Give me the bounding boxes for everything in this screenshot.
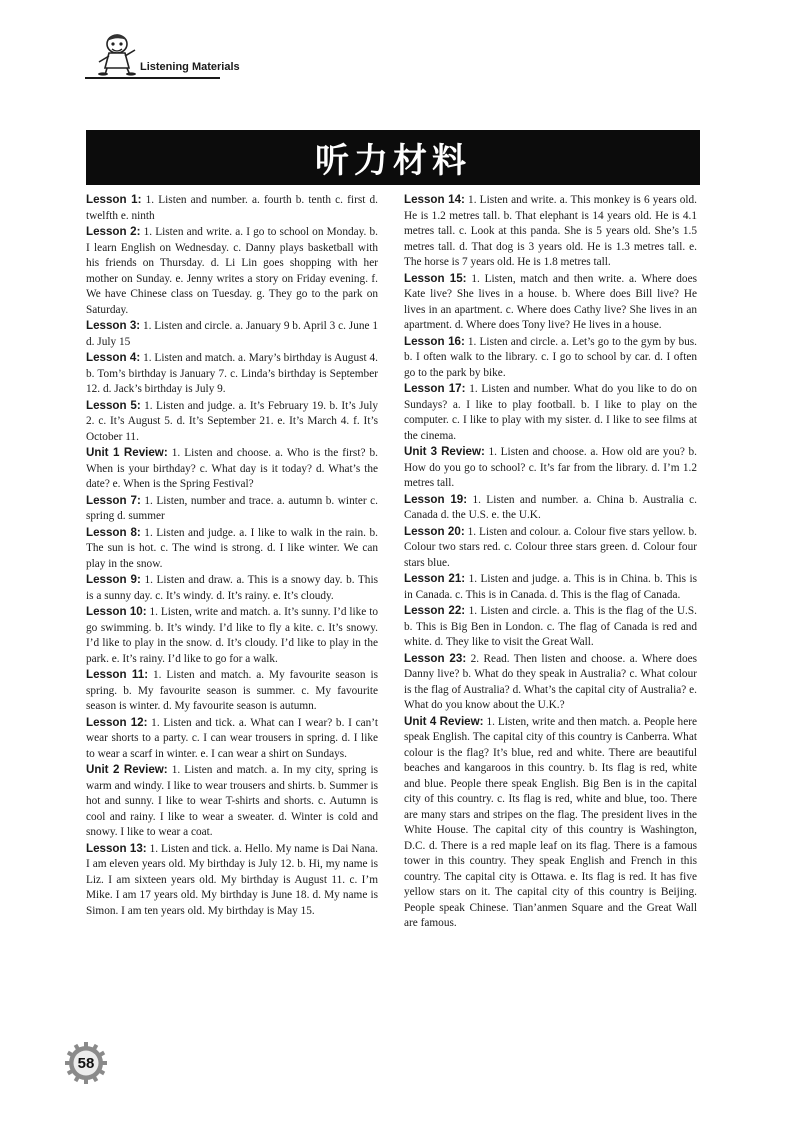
lesson-title: Lesson 7:	[86, 493, 141, 507]
lesson-text: 1. Listen and colour. a. Colour five stars yellow. b. Colour two stars red. c. Colour three stars green. d. Colour four stars blue.	[404, 525, 697, 569]
lesson-text: 2. Read. Then listen and choose. a. Where does Danny live? b. What do they speak in Australia? c. What colour is the flag of Australia? d. What’s the capital city of Australia? e. What do you know about the U.K.?	[404, 652, 697, 711]
lesson-title: Lesson 12:	[86, 715, 148, 729]
lesson-text: 1. Listen and tick. a. What can I wear? b. I can’t wear shorts to a party. c. I can wear trousers in spring. d. I like to wear a scarf in winter. e. I can wear a shirt on Sundays.	[86, 716, 378, 760]
page-number-badge	[65, 1042, 107, 1084]
lesson-title: Lesson 21:	[404, 572, 466, 585]
lesson-title: Unit 3 Review:	[404, 445, 485, 458]
lesson-title: Lesson 17:	[404, 382, 466, 395]
lesson-entry	[404, 444, 697, 492]
lesson-entry	[86, 318, 378, 350]
lesson-text: 1. Listen and write. a. This monkey is 6 years old. He is 1.2 metres tall. b. That elephant is 14 years old. He is 4.1 metres tall. c. Look at this panda. She is 5 years old. She’s 1.5 metres tall. d. That dog is 3 years old. He is 1.3 metres tall. e. The horse is 7 years old. He is 1.8 metres tall.	[404, 194, 698, 268]
lesson-entry	[404, 334, 697, 382]
lesson-title: Lesson 8:	[86, 525, 141, 539]
lesson-title: Lesson 14:	[404, 193, 465, 206]
lesson-entry	[86, 445, 378, 493]
lesson-text: 1. Listen and match. a. Mary’s birthday is August 4. b. Tom’s birthday is January 7. c. Linda’s birthday is September 12. d. Jack’s birthday is July 9.	[86, 352, 378, 395]
lesson-text: 1. Listen and match. a. My favourite season is spring. b. My favourite season is summer. c. My favourite season is winter. d. My favourite season is autumn.	[86, 669, 378, 712]
lesson-title: Lesson 16:	[404, 334, 465, 348]
lesson-entry	[86, 841, 378, 920]
page-title-banner	[86, 130, 700, 185]
header-rule	[85, 77, 220, 79]
lesson-title: Unit 2 Review:	[86, 763, 168, 776]
lesson-entry	[86, 224, 378, 318]
lesson-title: Lesson 1:	[86, 193, 142, 206]
lesson-text: 1. Listen and match. a. In my city, spring is warm and windy. I like to wear trousers and shirts. b. Summer is hot and sunny. I like to wear T-shirts and shorts. c. Autumn is cool and rainy. I like to wear a sweater. d. Winter is cold and snowy. I like to wear a coat.	[86, 764, 378, 838]
lesson-title: Lesson 19:	[404, 492, 468, 506]
lesson-text: 1. Listen, number and trace. a. autumn b. winter c. spring d. summer	[86, 494, 378, 522]
left-column	[86, 192, 378, 919]
lesson-title: Lesson 20:	[404, 524, 465, 538]
lesson-text: 1. Listen and number. a. fourth b. tenth c. first d. twelfth e. ninth	[86, 194, 379, 222]
lesson-entry	[404, 492, 697, 524]
lesson-entry	[86, 762, 378, 841]
lesson-text: 1. Listen and number. What do you like to do on Sundays? a. I like to play football. b. I like to play on the computer. c. I like to play with my sister. d. I like to see films at the cinema.	[404, 383, 697, 442]
lesson-entry	[404, 603, 697, 651]
lesson-entry	[86, 398, 378, 446]
lesson-text: 1. Listen, match and then write. a. Where does Kate live? She lives in a house. b. Where does Bill live? He lives in an apartment. c. Where does Cathy live? She lives in an apartment. d. Where does Tony live? He lives in a house.	[404, 272, 697, 331]
lesson-title: Lesson 5:	[86, 398, 141, 412]
lesson-title: Lesson 23:	[404, 651, 467, 665]
lesson-text: 1. Listen and judge. a. This is in China. b. This is in Canada. c. This is in Canada. d. This is the flag of Canada.	[404, 573, 697, 601]
page-number: 58	[77, 1054, 95, 1072]
lesson-text: 1. Listen and circle. a. January 9 b. April 3 c. June 1 d. July 15	[86, 320, 378, 348]
lesson-entry	[404, 524, 697, 572]
lesson-entry	[86, 715, 378, 763]
lesson-entry	[86, 604, 378, 667]
lesson-entry	[86, 525, 378, 573]
lesson-text: 1. Listen and draw. a. This is a snowy day. b. This is a sunny day. c. It’s windy. d. It’s rainy. e. It’s cloudy.	[86, 574, 378, 602]
lesson-title: Lesson 3:	[86, 319, 141, 332]
lesson-text: 1. Listen and circle. a. Let’s go to the gym by bus. b. I often walk to the library. c. I go to school by car. d. I often go to the park by bike.	[404, 335, 697, 379]
lesson-entry	[86, 572, 378, 604]
lesson-text: 1. Listen and number. a. China b. Australia c. Canada d. the U.S. e. the U.K.	[404, 493, 697, 521]
lesson-text: 1. Listen, write and match. a. It’s sunny. I’d like to go swimming. b. It’s windy. I’d like to fly a kite. c. It’s snowy. I’d like to play in the snow. d. It’s cloudy. I’d like to play in the park. e. It’s rainy. I’d like to go for a walk.	[86, 606, 378, 665]
right-column	[404, 192, 697, 932]
lesson-entry	[86, 493, 378, 525]
lesson-text: 1. Listen and write. a. I go to school on Monday. b. I learn English on Wednesday. c. Danny plays basketball with his friends on Thursday. d. Li Lin goes shopping with her mother on Sunday. e. Jenny writes a story on Friday evening. f. We have Chinese class on Tuesday. g. They go to the park on Saturday.	[86, 226, 378, 316]
lesson-title: Unit 4 Review:	[404, 714, 484, 728]
lesson-text: 1. Listen and circle. a. This is the flag of the U.S. b. This is Big Ben in London. c. The flag of Canada is red and white. d. They like to visit the Great Wall.	[404, 605, 697, 648]
lesson-entry	[404, 192, 697, 271]
lesson-title: Lesson 11:	[86, 668, 149, 681]
lesson-title: Lesson 9:	[86, 573, 141, 586]
lesson-entry	[86, 192, 378, 224]
page-title: 听力材料	[315, 141, 471, 181]
lesson-text: 1. Listen and choose. a. How old are you? b. How do you go to school? c. It’s far from the library. d. I’m 1.2 metres tall.	[404, 446, 697, 489]
lesson-text: 1. Listen, write and then match. a. People here speak English. The capital city of this country is Canberra. What colour is the flag? It’s blue, red and white. There are beautiful beaches and kangaroos in this country. b. Its flag is red, white and blue. People there speak English. Big Ben is in the capital city of this country. c. Its flag is red, white and blue, too. There are many stars and stripes on the flag. The president lives in the White House. The capital city of this country is Washington, D.C. d. There is a red maple leaf on its flag. There is a famous tower in this country. They speak English and French in this country. The capital city is Ottawa. e. Its flag is red. It has five yellow stars on it. The capital city of this country is Beijing. People speak Chinese. Tian’anmen Square and the Great Wall are famous.	[404, 715, 697, 929]
lesson-entry	[404, 381, 697, 444]
lesson-entry	[86, 350, 378, 398]
lesson-text: 1. Listen and tick. a. Hello. My name is Dai Nana. I am eleven years old. My birthday is July 12. b. Hi, my name is Liz. I am sixteen years old. My birthday is August 11. c. I’m Mike. I am 17 years old. My birthday is June 18. d. My name is Simon. I am ten years old. My birthday is May 15.	[86, 842, 378, 917]
lesson-entry	[404, 271, 697, 334]
lesson-entry	[404, 714, 697, 932]
lesson-entry	[404, 651, 697, 714]
lesson-title: Lesson 22:	[404, 604, 466, 617]
lesson-title: Lesson 2:	[86, 225, 141, 238]
lesson-entry	[404, 571, 697, 603]
mascot-icon	[93, 28, 141, 76]
lesson-text: 1. Listen and judge. a. It’s February 19. b. It’s July 2. c. It’s August 5. d. It’s September 21. e. It’s March 4. f. It’s October 11.	[86, 399, 378, 443]
lesson-text: 1. Listen and choose. a. Who is the first? b. When is your birthday? c. What day is it today? d. What’s the date? e. When is the Spring Festival?	[86, 447, 379, 490]
header-label: Listening Materials	[140, 61, 240, 73]
lesson-title: Lesson 4:	[86, 351, 141, 364]
page-header	[85, 28, 240, 83]
lesson-title: Lesson 13:	[86, 841, 147, 855]
lesson-title: Unit 1 Review:	[86, 446, 168, 459]
lesson-entry	[86, 667, 378, 715]
lesson-text: 1. Listen and judge. a. I like to walk in the rain. b. The sun is hot. c. The wind is strong. d. I like winter. We can play in the snow.	[86, 526, 378, 570]
lesson-title: Lesson 10:	[86, 605, 147, 618]
lesson-title: Lesson 15:	[404, 271, 467, 285]
